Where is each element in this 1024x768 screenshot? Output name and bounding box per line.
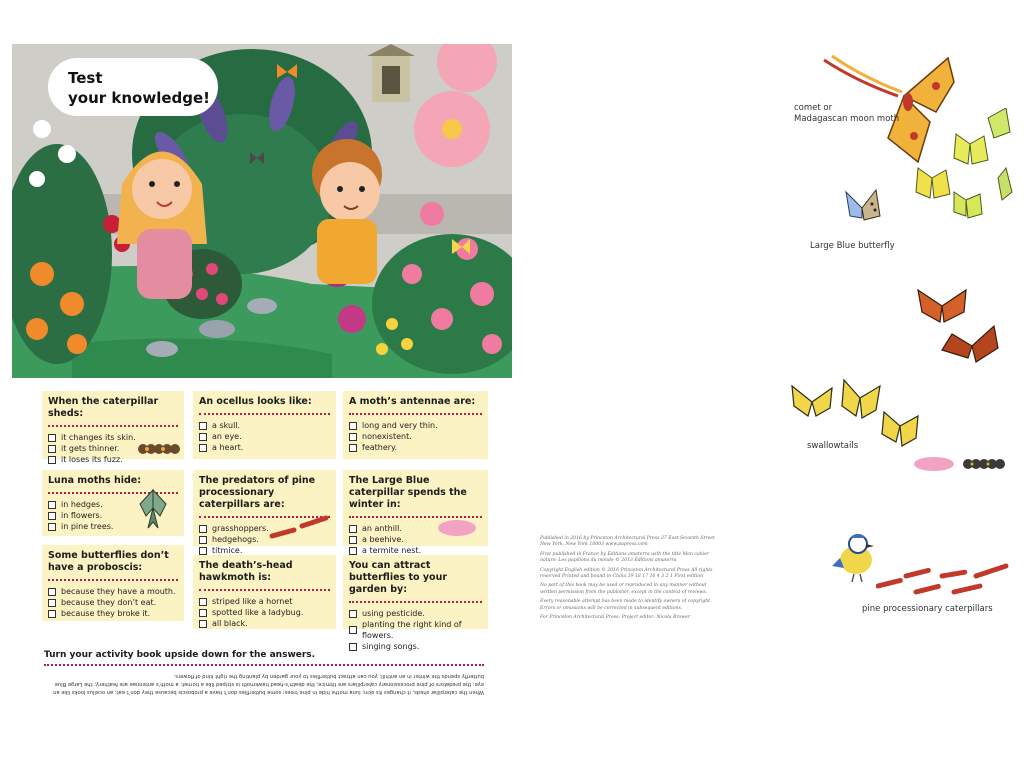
dotted-rule xyxy=(48,424,178,427)
pine-caterpillars-label: pine processionary caterpillars xyxy=(862,604,993,614)
option-label: an anthill. xyxy=(362,524,402,533)
quiz-option[interactable] xyxy=(199,607,330,618)
option-label: because they have a mouth. xyxy=(61,587,176,596)
quiz-question: You can attract butterflies to your garden by: xyxy=(349,560,448,595)
comet-moth-label xyxy=(794,103,899,125)
dotted-rule xyxy=(48,578,178,581)
checkbox[interactable] xyxy=(199,525,207,533)
checkbox[interactable] xyxy=(48,599,56,607)
quiz-box-1 xyxy=(42,391,184,464)
quiz-option[interactable] xyxy=(199,618,330,629)
quiz-box-6 xyxy=(343,470,488,555)
option-label: using pesticide. xyxy=(362,609,425,618)
checkbox[interactable] xyxy=(349,626,357,634)
checkbox[interactable] xyxy=(199,620,207,628)
checkbox[interactable] xyxy=(349,422,357,430)
quiz-option[interactable] xyxy=(48,608,178,619)
quiz-box-5 xyxy=(193,470,336,555)
checkbox[interactable] xyxy=(48,610,56,618)
quiz-box-3 xyxy=(343,391,488,459)
yellow-butterflies-icon xyxy=(910,108,1015,228)
option-label: a beehive. xyxy=(362,535,404,544)
option-label: a skull. xyxy=(212,421,241,430)
quiz-box-9 xyxy=(343,555,488,651)
quiz-option[interactable] xyxy=(199,596,330,607)
option-label: striped like a hornet xyxy=(212,597,293,606)
quiz-question: The predators of pine processionary caterpillars are: xyxy=(199,475,316,510)
quiz-option[interactable] xyxy=(199,431,330,442)
quiz-option[interactable] xyxy=(349,431,482,442)
checkbox[interactable] xyxy=(349,547,357,555)
checkbox[interactable] xyxy=(349,525,357,533)
quiz-box-8 xyxy=(193,555,336,629)
checkbox[interactable] xyxy=(48,456,56,464)
garden-illustration xyxy=(12,44,512,378)
quiz-option[interactable] xyxy=(349,608,482,619)
checkbox[interactable] xyxy=(48,501,56,509)
checkbox[interactable] xyxy=(349,643,357,651)
upside-down-answers: When the caterpillar sheds, it changes its skin; luna moths hide in pine trees; some butterflies don’t have a proboscis because they don’t eat; an ocellus looks like an eye; the predators of pine processionary caterpillars are titmice; the death’s-head hawkmoth is striped like a hornet; a moth’s antennae are feathery; the Large Blue butterfly spends the winter in an anthill; you can attract butterflies to your garden by planting the right kind of flowers. xyxy=(53,673,484,695)
colophon-line: No part of this book may be used or reproduced in any manner without written permission from the publisher, except in the context of reviews. xyxy=(540,583,708,595)
checkbox[interactable] xyxy=(349,536,357,544)
option-label: it loses its fuzz. xyxy=(61,455,123,464)
blue-tit-bird-icon xyxy=(830,530,880,582)
quiz-option[interactable] xyxy=(199,420,330,431)
checkbox[interactable] xyxy=(48,434,56,442)
option-label: a heart. xyxy=(212,443,244,452)
quiz-option[interactable] xyxy=(48,597,178,608)
dotted-rule xyxy=(199,588,330,591)
option-label: in hedges. xyxy=(61,500,103,509)
option-label: hedgehogs. xyxy=(212,535,259,544)
colophon xyxy=(540,536,720,624)
checkbox[interactable] xyxy=(199,547,207,555)
checkbox[interactable] xyxy=(349,610,357,618)
dotted-rule xyxy=(349,412,482,415)
label-line: comet or xyxy=(794,103,833,113)
quiz-option[interactable] xyxy=(349,442,482,453)
quiz-question: When the caterpillar sheds: xyxy=(48,396,159,419)
option-label: in pine trees. xyxy=(61,522,114,531)
quiz-question: The death’s-head hawkmoth is: xyxy=(199,560,293,583)
option-label: feathery. xyxy=(362,443,398,452)
speech-line-1: Test xyxy=(68,69,103,87)
option-label: it changes its skin. xyxy=(61,433,136,442)
option-label: titmice. xyxy=(212,546,243,555)
option-label: an eye. xyxy=(212,432,242,441)
colophon-line: For Princeton Architectural Press: Project editor: Nicola Brower xyxy=(540,615,691,621)
option-label: because they broke it. xyxy=(61,609,151,618)
quiz-question: A moth’s antennae are: xyxy=(349,396,476,407)
checkbox[interactable] xyxy=(349,444,357,452)
checkbox[interactable] xyxy=(199,433,207,441)
option-label: all black. xyxy=(212,619,248,628)
checkbox[interactable] xyxy=(48,523,56,531)
dotted-rule xyxy=(44,664,484,666)
quiz-question: The Large Blue caterpillar spends the winter in: xyxy=(349,475,467,510)
speech-line-2: your knowledge! xyxy=(68,89,211,107)
quiz-box-2 xyxy=(193,391,336,459)
quiz-option[interactable] xyxy=(48,454,178,465)
checkbox[interactable] xyxy=(199,422,207,430)
pine-caterpillars-icon xyxy=(876,562,1016,602)
checkbox[interactable] xyxy=(349,433,357,441)
large-blue-butterfly-icon xyxy=(842,186,884,230)
quiz-option[interactable] xyxy=(349,641,482,652)
checkbox[interactable] xyxy=(199,444,207,452)
option-label: singing songs. xyxy=(362,642,420,651)
caterpillars-icon xyxy=(912,452,1012,476)
option-label: grasshoppers. xyxy=(212,524,269,533)
colophon-line: First published in France by Éditions amaterra with the title Mon cahier nature: Les papillons du monde © 2013 Éditions amaterra xyxy=(540,551,710,564)
quiz-option[interactable] xyxy=(199,442,330,453)
dotted-rule xyxy=(349,600,482,603)
luna-moth-icon xyxy=(136,486,170,530)
processionary-caterpillars-icon xyxy=(268,512,330,542)
speech-bubble xyxy=(48,58,218,116)
option-label: it gets thinner. xyxy=(61,444,120,453)
pink-caterpillar-icon xyxy=(436,516,478,536)
option-label: nonexistent. xyxy=(362,432,412,441)
turn-instruction: Turn your activity book upside down for the answers. xyxy=(44,650,316,660)
quiz-option[interactable] xyxy=(349,420,482,431)
option-label: planting the right kind of flowers. xyxy=(362,620,462,640)
checkbox[interactable] xyxy=(48,445,56,453)
quiz-question: An ocellus looks like: xyxy=(199,396,312,407)
swallowtails-label: swallowtails xyxy=(807,441,859,451)
checkbox[interactable] xyxy=(199,609,207,617)
option-label: spotted like a ladybug. xyxy=(212,608,304,617)
colophon-line: Copyright English edition © 2016 Princeton Architectural Press All rights reserved Printed and bound in China 19 18 17 16 4 3 2 1 First edition xyxy=(540,567,713,580)
quiz-question: Some butterflies don’t have a proboscis: xyxy=(48,550,169,573)
checkbox[interactable] xyxy=(199,598,207,606)
colophon-line: Every reasonable attempt has been made to identify owners of copyright. Errors or omissions will be corrected in subsequent editions. xyxy=(540,599,712,611)
quiz-box-7 xyxy=(42,545,184,621)
caterpillar-icon xyxy=(138,441,180,455)
quiz-option[interactable] xyxy=(48,586,178,597)
checkbox[interactable] xyxy=(48,512,56,520)
quiz-option[interactable] xyxy=(349,619,482,641)
quiz-question: Luna moths hide: xyxy=(48,475,142,486)
monarch-butterflies-icon xyxy=(912,286,1002,376)
label-line: Madagascan moon moth xyxy=(794,114,900,124)
checkbox[interactable] xyxy=(199,536,207,544)
option-label: in flowers. xyxy=(61,511,103,520)
option-label: a termite nest. xyxy=(362,546,422,555)
colophon-line: Published in 2016 by Princeton Architectural Press 37 East Seventh Street New York, New York 10003 www.papress.com xyxy=(540,536,715,548)
option-label: because they don’t eat. xyxy=(61,598,157,607)
checkbox[interactable] xyxy=(48,588,56,596)
option-label: long and very thin. xyxy=(362,421,438,430)
quiz-box-4 xyxy=(42,470,184,536)
dotted-rule xyxy=(199,412,330,415)
large-blue-label: Large Blue butterfly xyxy=(810,241,895,251)
